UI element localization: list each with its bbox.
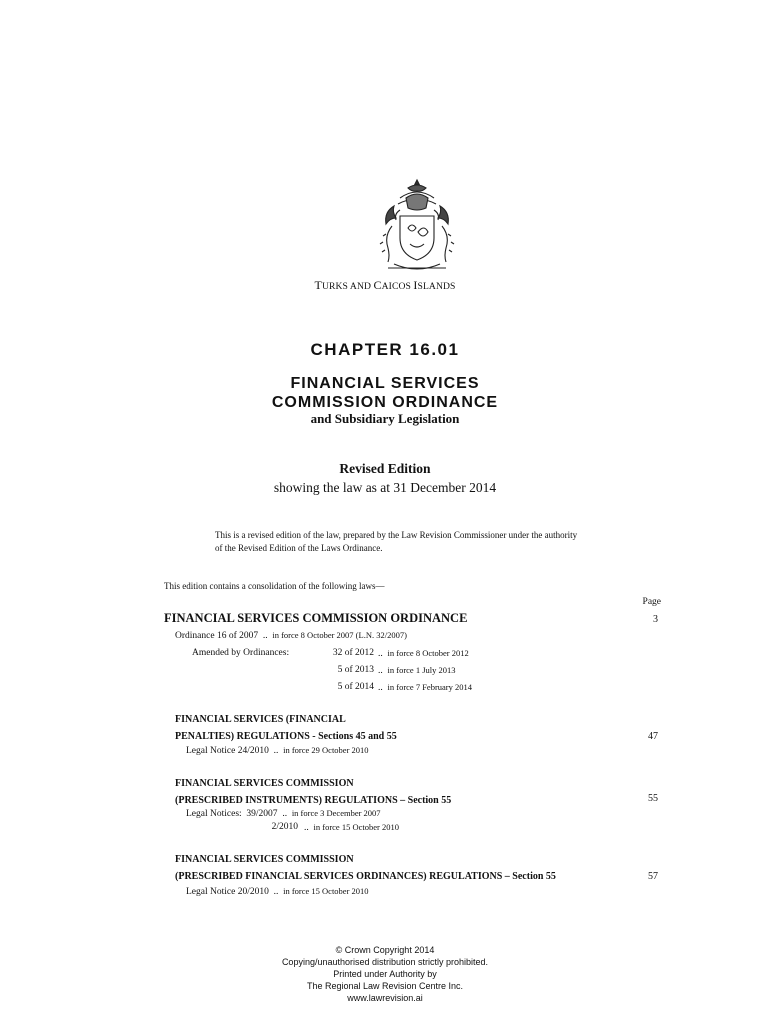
amendment-number: 5 of 2013 — [337, 665, 374, 675]
footer-line: The Regional Law Revision Centre Inc. — [306, 981, 464, 991]
ordinance-title-line1: FINANCIAL SERVICES — [290, 375, 480, 392]
amendment-force: .. in force 7 February 2014 — [378, 682, 473, 693]
amended-label: Amended by Ordinances: — [192, 648, 290, 658]
amendment-force: .. in force 1 July 2013 — [378, 665, 456, 676]
legal-notice-force: .. in force 15 October 2010 — [304, 822, 399, 833]
footer-website: www.lawrevision.ai — [347, 993, 423, 1003]
main-law-title: FINANCIAL SERVICES COMMISSION ORDINANCE — [164, 611, 468, 625]
legal-notice-line: Legal Notices: 39/2007 .. in force 3 December 2007 — [186, 808, 381, 819]
amendment-number: 32 of 2012 — [332, 648, 374, 658]
chapter-number: CHAPTER 16.01 — [310, 340, 460, 359]
footer-line: Copying/unauthorised distribution strictly prohibited. — [281, 957, 489, 967]
subsidiary-page: 57 — [648, 871, 658, 882]
footer-line: Printed under Authority by — [333, 969, 437, 979]
revised-edition-label: Revised Edition — [339, 461, 431, 476]
subsidiary-legislation-label: and Subsidiary Legislation — [310, 411, 460, 426]
amendment-number: 5 of 2014 — [337, 682, 374, 692]
coat-of-arms-icon — [370, 176, 464, 272]
copyright-footer — [0, 944, 770, 1004]
subsidiary-title-line: (PRESCRIBED FINANCIAL SERVICES ORDINANCES) REGULATIONS – Section 55 — [175, 871, 556, 882]
country-name: TURKS AND CAICOS ISLANDS — [314, 278, 456, 292]
legal-notice-number: 2/2010 — [271, 822, 298, 832]
subsidiary-title-line: FINANCIAL SERVICES COMMISSION — [175, 778, 354, 789]
subsidiary-title — [175, 775, 451, 809]
subsidiary-title — [175, 851, 556, 885]
intro-paragraph — [215, 529, 635, 555]
subsidiary-title-line: PENALTIES) REGULATIONS - Sections 45 and 55 — [175, 731, 397, 742]
ordinance-title-line2: COMMISSION ORDINANCE — [271, 394, 499, 411]
subsidiary-title-line: FINANCIAL SERVICES COMMISSION — [175, 854, 354, 865]
subsidiary-page: 47 — [648, 731, 658, 742]
amendment-force: .. in force 8 October 2012 — [378, 648, 469, 659]
intro-line: This is a revised edition of the law, prepared by the Law Revision Commissioner under the authority — [215, 530, 578, 540]
ordinance-line — [175, 630, 407, 641]
ordinance-title — [0, 374, 770, 412]
law-as-at-date: showing the law as at 31 December 2014 — [273, 480, 497, 495]
dots: .. — [262, 631, 268, 641]
main-law-page: 3 — [653, 614, 658, 625]
subsidiary-title-line: FINANCIAL SERVICES (FINANCIAL — [175, 714, 346, 725]
ordinance-force: in force 8 October 2007 (L.N. 32/2007) — [272, 630, 407, 640]
consolidation-note: This edition contains a consolidation of the following laws— — [164, 581, 385, 591]
subsidiary-title-line: (PRESCRIBED INSTRUMENTS) REGULATIONS – Section 55 — [175, 795, 452, 806]
subsidiary-page: 55 — [648, 793, 658, 804]
page-column-header: Page — [642, 597, 661, 607]
intro-line: of the Revised Edition of the Laws Ordinance. — [215, 543, 383, 553]
legal-notice-line: Legal Notice 24/2010 .. in force 29 October 2010 — [186, 745, 369, 756]
footer-line: © Crown Copyright 2014 — [335, 945, 435, 955]
subsidiary-title — [175, 711, 397, 745]
ordinance-number: Ordinance 16 of 2007 — [175, 631, 259, 641]
legal-notice-line: Legal Notice 20/2010 .. in force 15 October 2010 — [186, 886, 369, 897]
